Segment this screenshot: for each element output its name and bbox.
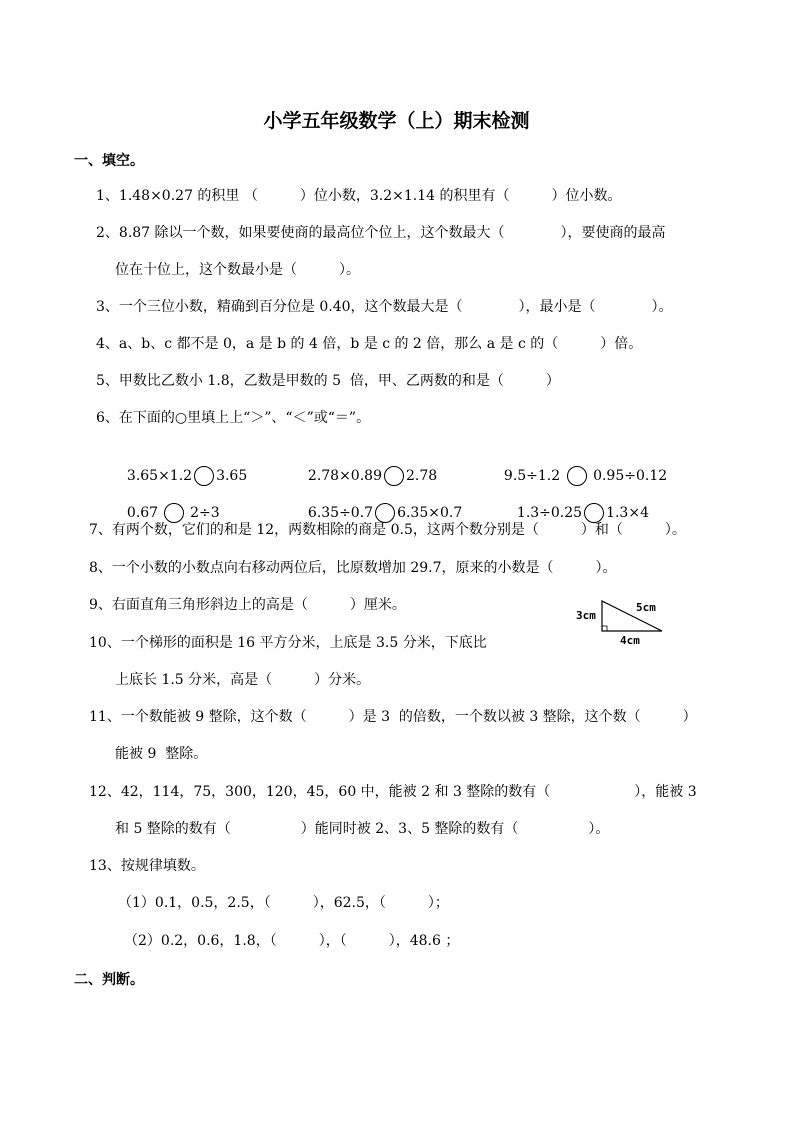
page-title: 小学五年级数学（上）期末检测 bbox=[263, 110, 530, 132]
right-angle-mark bbox=[602, 626, 607, 631]
compare-item: 9.5÷1.2 0.95÷0.12 bbox=[503, 468, 668, 484]
question-12-line-2: 和 5 整除的数有（ ）能同时被 2、3、5 整除的数有（ ）。 bbox=[115, 821, 610, 837]
triangle-side-b-label: 4cm bbox=[620, 634, 640, 647]
question-6: 6、在下面的○里填上上“＞”、“＜”或“＝”。 bbox=[96, 410, 371, 426]
section-heading-fill-blank: 一、填空。 bbox=[74, 153, 144, 169]
question-1: 1、1.48×0.27 的积里 （ ）位小数，3.2×1.14 的积里有（ ）位小数。 bbox=[96, 188, 622, 204]
question-11-line-2: 能被 9 整除。 bbox=[115, 746, 208, 762]
question-4: 4、a、b、c 都不是 0，a 是 b 的 4 倍，b 是 c 的 2 倍，那么 a 是 c 的（ ）倍。 bbox=[96, 336, 643, 352]
question-5: 5、甲数比乙数小 1.8，乙数是甲数的 5 倍，甲、乙两数的和是（ ） bbox=[96, 373, 560, 389]
question-7: 7、有两个数，它们的和是 12，两数相除的商是 0.5，这两个数分别是（ ）和（ ）。 bbox=[89, 522, 686, 538]
compare-item: 0.67 2÷3 bbox=[126, 505, 220, 521]
triangle-side-a-label: 3cm bbox=[576, 609, 596, 622]
question-10-line-2: 上底长 1.5 分米，高是（ ）分米。 bbox=[115, 672, 371, 688]
right-triangle-figure bbox=[572, 593, 682, 653]
compare-item: 1.3÷0.25 1.3×4 bbox=[516, 505, 649, 521]
question-9: 9、右面直角三角形斜边上的高是（ ）厘米。 bbox=[89, 597, 406, 613]
question-13-part-2: （2）0.2，0.6，1.8，（ ），（ ），48.6 ； bbox=[124, 933, 460, 949]
question-8: 8、一个小数的小数点向右移动两位后，比原数增加 29.7，原来的小数是（ ）。 bbox=[89, 560, 617, 576]
triangle-side-c-label: 5cm bbox=[636, 601, 656, 614]
question-13: 13、按规律填数。 bbox=[89, 858, 205, 874]
section-heading-judge: 二、判断。 bbox=[74, 972, 144, 988]
compare-item: 2.78×0.89 2.78 bbox=[307, 468, 438, 484]
question-2-line-2: 位在十位上，这个数最小是（ ）。 bbox=[115, 262, 360, 278]
question-3: 3、一个三位小数，精确到百分位是 0.40，这个数最大是（ ），最小是（ ）。 bbox=[96, 299, 673, 315]
question-10-line-1: 10、一个梯形的面积是 16 平方分米，上底是 3.5 分米，下底比 bbox=[89, 635, 487, 651]
question-11-line-1: 11、一个数能被 9 整除，这个数（ ）是 3 的倍数，一个数以被 3 整除，这个数（ ） bbox=[89, 709, 697, 725]
question-2-line-1: 2、8.87 除以一个数，如果要使商的最高位个位上，这个数最大（ ），要使商的最高 bbox=[96, 225, 666, 241]
question-12-line-1: 12、42，114，75，300，120，45，60 中，能被 2 和 3 整除的数有（ ），能被 3 bbox=[89, 784, 697, 800]
question-13-part-1: （1）0.1，0.5，2.5，（ ），62.5，（ ）； bbox=[118, 895, 449, 911]
compare-item: 3.65×1.2 3.65 bbox=[126, 468, 248, 484]
compare-item: 6.35÷0.7 6.35×0.7 bbox=[307, 505, 463, 521]
